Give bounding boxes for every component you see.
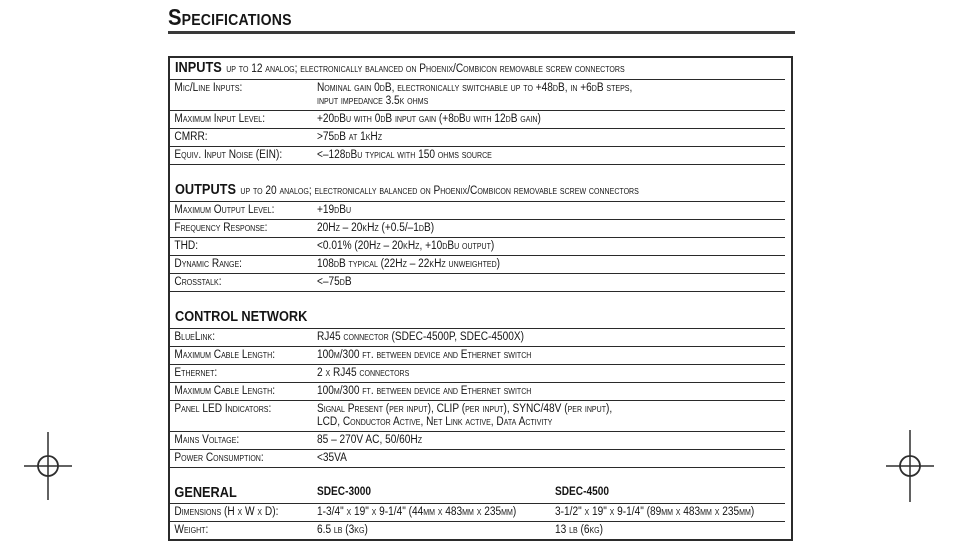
section-gap: [170, 292, 791, 307]
section-header-outputs: [170, 180, 785, 202]
spec-label: Maximum Cable Length:: [174, 349, 276, 361]
spec-label: Crosstalk:: [174, 276, 222, 288]
spec-row-max-input-level: [170, 111, 785, 129]
section-note: up to 20 analog; electronically balanced on Phoenix/Combicon removable screw connectors: [240, 185, 639, 197]
spec-value: +19dBu: [317, 204, 352, 216]
section-note: up to 12 analog; electronically balanced on Phoenix/Combicon removable screw connectors: [226, 63, 625, 75]
spec-value: 108dB typical (22Hz – 22kHz unweighted): [317, 258, 501, 270]
spec-value: 2 x RJ45 connectors: [317, 367, 410, 379]
spec-label: Maximum Input Level:: [174, 113, 266, 125]
spec-label: Dynamic Range:: [174, 258, 242, 270]
spec-label: Weight:: [174, 524, 209, 536]
spec-label: CMRR:: [174, 131, 208, 143]
spec-value-line: LCD, Conductor Active, Net Link active, Data Activity: [317, 416, 553, 428]
spec-value-sdec-4500: 3-1/2" x 19" x 9-1/4" (89mm x 483mm x 235mm): [555, 506, 755, 518]
spec-value: 20Hz – 20kHz (+0.5/–1dB): [317, 222, 435, 234]
spec-label: Mic/Line Inputs:: [174, 82, 243, 94]
spec-row-dimensions: [170, 504, 785, 522]
section-gap: [170, 165, 791, 180]
crosshair-icon: [884, 428, 936, 504]
section-header-control-network: [170, 307, 785, 329]
section-title: INPUTS: [175, 60, 222, 76]
section-header-line: [175, 183, 639, 199]
section-header-inputs: [170, 58, 785, 80]
spec-row-crosstalk: [170, 274, 785, 292]
spec-value: <–128dBu typical with 150 ohms source: [317, 149, 492, 161]
spec-row-panel-led-indicators: [170, 401, 785, 432]
page-title: [168, 5, 795, 29]
column-header-sdec-4500: SDEC-4500: [555, 486, 610, 498]
spec-row-max-cable-length-1: [170, 347, 785, 365]
spec-row-mains-voltage: [170, 432, 785, 450]
spec-row-max-cable-length-2: [170, 383, 785, 401]
section-title: GENERAL: [174, 485, 237, 501]
spec-value: <35VA: [317, 452, 347, 464]
spec-label: Equiv. Input Noise (EIN):: [174, 149, 283, 161]
spec-label: Maximum Output Level:: [174, 204, 275, 216]
spec-value-line: Nominal gain 0dB, electronically switchable up to +48dB, in +6dB steps,: [317, 82, 633, 94]
spec-row-power-consumption: [170, 450, 785, 468]
spec-value: 85 – 270V AC, 50/60Hz: [317, 434, 423, 446]
spec-row-max-output-level: [170, 202, 785, 220]
spec-value: <0.01% (20Hz – 20kHz, +10dBu output): [317, 240, 495, 252]
spec-label: THD:: [174, 240, 199, 252]
spec-row-thd: [170, 238, 785, 256]
spec-value-sdec-3000: 1-3/4" x 19" x 9-1/4" (44mm x 483mm x 235mm): [317, 506, 517, 518]
section-title: CONTROL NETWORK: [175, 309, 308, 325]
spec-table: [168, 56, 793, 541]
spec-value: RJ45 connector (SDEC-4500P, SDEC-4500X): [317, 331, 525, 343]
registration-mark-right: [884, 428, 936, 509]
spec-value: <–75dB: [317, 276, 352, 288]
spec-label: Dimensions (H x W x D):: [174, 506, 279, 518]
page-title-text: Specifications: [168, 4, 292, 30]
spec-value: [317, 403, 729, 429]
spec-label: BlueLink:: [174, 331, 216, 343]
spec-value-sdec-3000: 6.5 lb (3kg): [317, 524, 368, 536]
spec-value: +20dBu with 0dB input gain (+8dBu with 12dB gain): [317, 113, 541, 125]
spec-row-cmrr: [170, 129, 785, 147]
spec-row-frequency-response: [170, 220, 785, 238]
spec-label: Frequency Response:: [174, 222, 268, 234]
spec-value: 100m/300 ft. between device and Ethernet switch: [317, 349, 532, 361]
section-header-line: [175, 310, 312, 326]
spec-row-ethernet: [170, 365, 785, 383]
spec-row-ein: [170, 147, 785, 165]
title-rule: [168, 31, 795, 34]
section-gap: [170, 468, 791, 483]
spec-value-sdec-4500: 13 lb (6kg): [555, 524, 604, 536]
spec-value-line: input impedance 3.5k ohms: [317, 95, 429, 107]
section-title: OUTPUTS: [175, 182, 236, 198]
spec-row-weight: [170, 522, 785, 539]
spec-value: >75dB at 1kHz: [317, 131, 383, 143]
spec-value: [317, 82, 729, 108]
spec-label: Maximum Cable Length:: [174, 385, 276, 397]
crosshair-icon: [22, 430, 74, 502]
section-header-general: [170, 483, 785, 504]
page-content: [168, 5, 795, 541]
spec-row-bluelink: [170, 329, 785, 347]
spec-value: 100m/300 ft. between device and Ethernet switch: [317, 385, 532, 397]
spec-label: Ethernet:: [174, 367, 218, 379]
spec-value-line: Signal Present (per input), CLIP (per input), SYNC/48V (per input),: [317, 403, 613, 415]
spec-row-dynamic-range: [170, 256, 785, 274]
spec-label: Power Consumption:: [174, 452, 264, 464]
spec-row-mic-line-inputs: [170, 80, 785, 111]
section-header-line: [175, 61, 625, 77]
registration-mark-left: [22, 430, 74, 507]
spec-label: Mains Voltage:: [174, 434, 240, 446]
spec-label: Panel LED Indicators:: [174, 403, 272, 415]
column-header-sdec-3000: SDEC-3000: [317, 486, 372, 498]
